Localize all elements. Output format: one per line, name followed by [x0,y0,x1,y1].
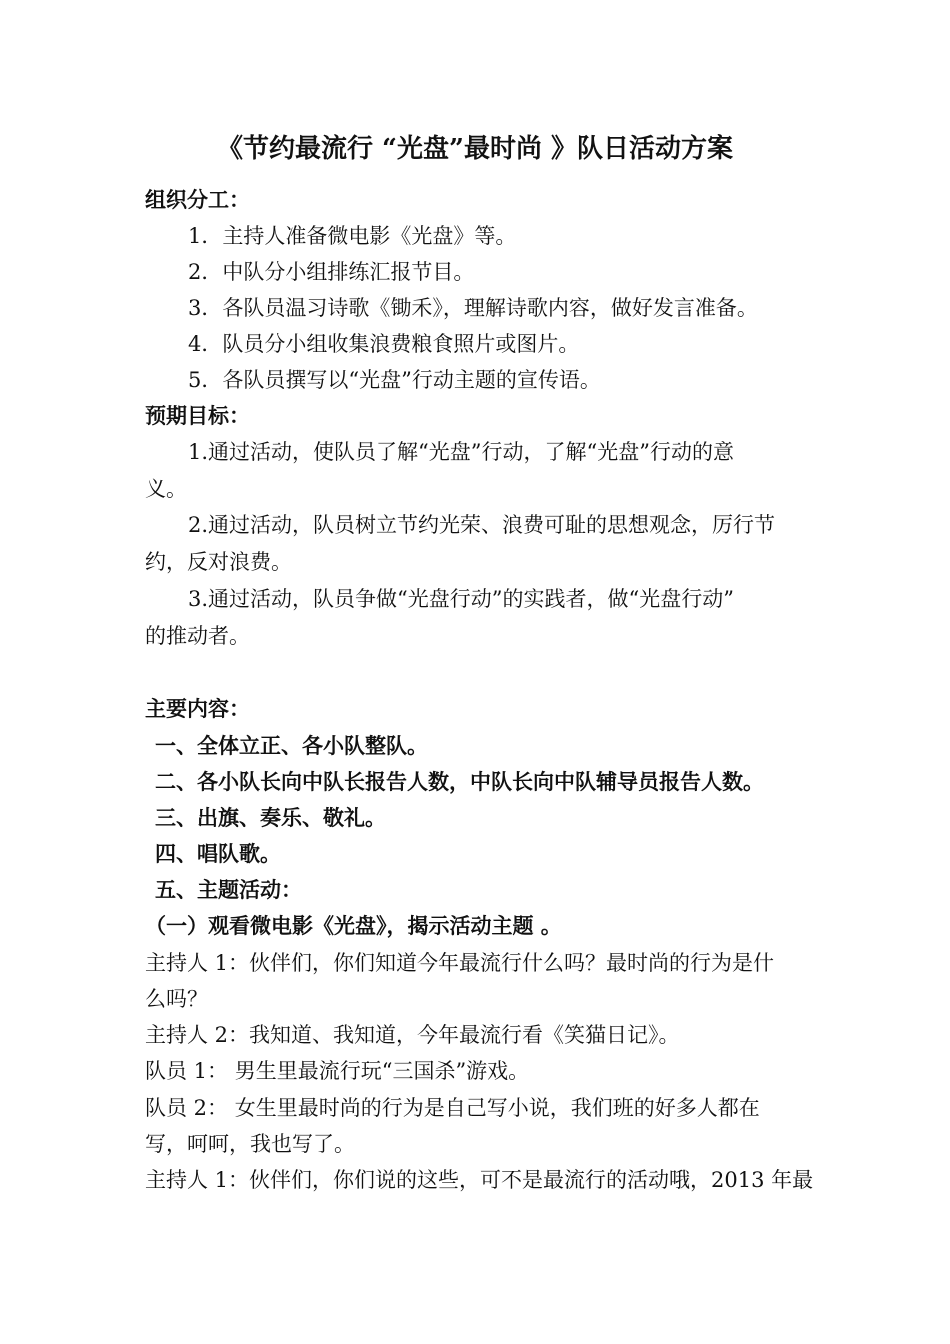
step-4: 四、唱队歌。 [155,841,281,866]
goal-1-line-2: 义。 [145,477,187,501]
step-2: 二、各小队长向中队长报告人数，中队长向中队辅导员报告人数。 [155,769,764,794]
section-heading-content: 主要内容： [145,696,250,721]
dialog-line-2: 么吗？ [145,987,208,1011]
document-title: 《节约最流行 “光盘”最时尚 》队日活动方案 [216,134,733,164]
subsection-1: （一）观看微电影《光盘》，揭示活动主题 。 [145,913,562,938]
goal-3-line-2: 的推动者。 [145,624,250,648]
dialog-line-4: 队员 1： 男生里最流行玩“三国杀”游戏。 [145,1059,530,1083]
dialog-line-7: 主持人 1：伙伴们，你们说的这些，可不是最流行的活动哦，2013 年最 [145,1168,814,1192]
goal-2-line-2: 约，反对浪费。 [145,550,292,574]
step-3: 三、出旗、奏乐、敬礼。 [155,805,386,830]
goal-1-line-1: 1.通过活动，使队员了解“光盘”行动，了解“光盘”行动的意 [188,440,734,464]
dialog-line-1: 主持人 1：伙伴们，你们知道今年最流行什么吗？最时尚的行为是什 [145,951,775,975]
dialog-line-5: 队员 2： 女生里最时尚的行为是自己写小说，我们班的好多人都在 [145,1096,760,1120]
org-item-4: 4．队员分小组收集浪费粮食照片或图片。 [188,332,580,356]
org-item-5: 5．各队员撰写以“光盘”行动主题的宣传语。 [188,368,601,392]
goal-3-line-1: 3.通过活动，队员争做“光盘行动”的实践者，做“光盘行动” [188,587,734,611]
dialog-line-6: 写，呵呵，我也写了。 [145,1132,355,1156]
dialog-line-3: 主持人 2：我知道、我知道，今年最流行看《笑猫日记》。 [145,1023,680,1047]
step-5: 五、主题活动： [155,877,302,902]
section-heading-organization: 组织分工： [145,187,250,212]
org-item-3: 3．各队员温习诗歌《锄禾》，理解诗歌内容，做好发言准备。 [188,296,758,320]
org-item-1: 1．主持人准备微电影《光盘》等。 [188,224,517,248]
org-item-2: 2．中队分小组排练汇报节目。 [188,260,475,284]
step-1: 一、全体立正、各小队整队。 [155,733,428,758]
goal-2-line-1: 2.通过活动，队员树立节约光荣、浪费可耻的思想观念，厉行节 [188,513,776,537]
section-heading-goals: 预期目标： [145,403,250,428]
